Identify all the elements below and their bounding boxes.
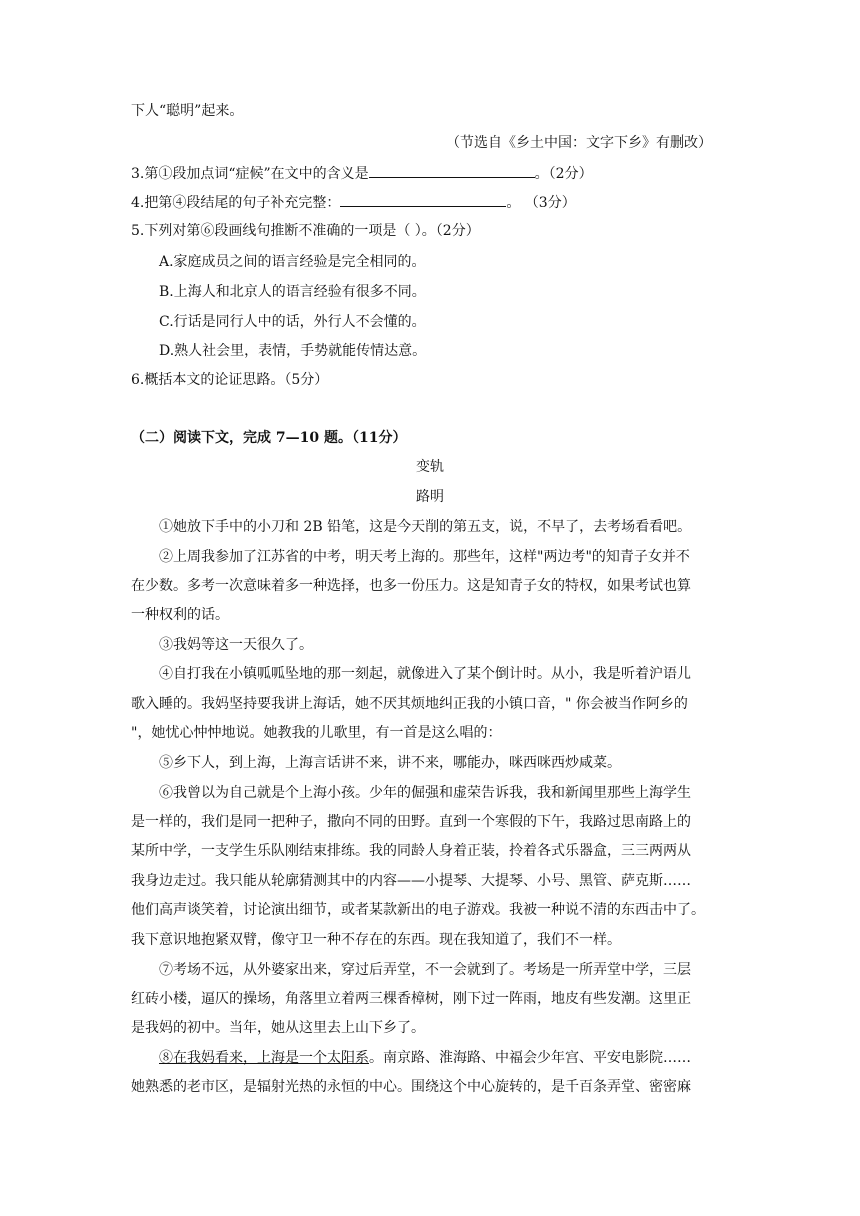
story-line: 在少数。多考一次意味着多一种选择，也多一份压力。这是知青子女的特权，如果考试也算	[131, 578, 691, 594]
option-b: B.上海人和北京人的语言经验有很多不同。	[159, 284, 426, 300]
story-line: 红砖小楼，逼仄的操场，角落里立着两三棵香樟树，刚下过一阵雨，地皮有些发潮。这里正	[131, 991, 691, 1007]
question-4	[131, 192, 576, 213]
story-line: 歌入睡的。我妈坚持要我讲上海话，她不厌其烦地纠正我的小镇口音，" 你会被当作阿乡的	[131, 696, 688, 712]
question-4-score: 。 （3分）	[506, 195, 576, 211]
story-line: 她熟悉的老市区，是辐射光热的永恒的中心。围绕这个中心旋转的，是千百条弄堂、密密麻	[131, 1079, 691, 1095]
section-heading: （二）阅读下文，完成 7—10 题。（11分）	[131, 430, 407, 446]
story-line: ①她放下手中的小刀和 2B 铅笔，这是今天削的第五支，说，不早了，去考场看看吧。	[159, 519, 692, 535]
story-line-para8	[159, 1048, 691, 1068]
source-note: （节选自《乡土中国：文字下乡》有删改）	[446, 135, 712, 151]
story-line: 我下意识地抱紧双臂，像守卫一种不存在的东西。现在我知道了，我们不一样。	[131, 932, 621, 948]
para8-rest: 。南京路、淮海路、中福会少年宫、平安电影院……	[369, 1050, 691, 1066]
story-line: 某所中学，一支学生乐队刚结束排练。我的同龄人身着正装，拎着各式乐器盒，三三两两从	[131, 843, 691, 859]
option-a: A.家庭成员之间的语言经验是完全相同的。	[159, 254, 426, 270]
question-3-score: 。（2分）	[534, 166, 593, 182]
story-line: 是一样的，我们是同一把种子，撒向不同的田野。直到一个寒假的下午，我路过思南路上的	[131, 814, 691, 830]
story-line: 我身边走过。我只能从轮廓猜测其中的内容——小提琴、大提琴、小号、黑管、萨克斯……	[131, 873, 691, 889]
story-line: ⑥我曾以为自己就是个上海小孩。少年的倔强和虚荣告诉我，我和新闻里那些上海学生	[159, 785, 691, 801]
question-3-blank[interactable]	[369, 163, 535, 178]
question-4-blank[interactable]	[340, 192, 506, 207]
story-line: ③我妈等这一天很久了。	[159, 637, 313, 653]
option-d: D.熟人社会里，表情，手势就能传情达意。	[159, 343, 427, 359]
question-3-text: 3.第①段加点词“症候”在文中的含义是	[131, 166, 369, 182]
story-line: 他们高声谈笑着，讨论演出细节，或者某款新出的电子游戏。我被一种说不清的东西击中了。	[131, 902, 705, 918]
story-line: 是我妈的初中。当年，她从这里去上山下乡了。	[131, 1020, 425, 1036]
story-line: "，她忧心忡忡地说。她教我的儿歌里，有一首是这么唱的：	[131, 725, 502, 741]
story-line: ②上周我参加了江苏省的中考，明天考上海的。那些年，这样"两边考"的知青子女并不	[159, 549, 690, 565]
option-c: C.行话是同行人中的话，外行人不会懂的。	[159, 314, 426, 330]
story-line: ④自打我在小镇呱呱坠地的那一刻起，就像进入了某个倒计时。从小，我是听着沪语儿	[159, 666, 691, 682]
story-line: ⑦考场不远，从外婆家出来，穿过后弄堂，不一会就到了。考场是一所弄堂中学，三层	[159, 962, 691, 978]
story-line: 一种权利的话。	[131, 607, 229, 623]
intro-tail: 下人“聪明”起来。	[131, 103, 244, 119]
question-3	[131, 163, 593, 184]
question-4-text: 4.把第④段结尾的句子补充完整：	[131, 195, 341, 211]
story-author: 路明	[416, 489, 444, 505]
story-title: 变轨	[416, 459, 444, 475]
question-5: 5.下列对第⑥段画线句推断不准确的一项是（ ）。（2分）	[131, 223, 480, 239]
underlined-sentence: ⑧在我妈看来，上海是一个太阳系	[159, 1050, 369, 1066]
question-6: 6.概括本文的论证思路。（5分）	[131, 372, 329, 388]
story-line: ⑤乡下人，到上海，上海言话讲不来，讲不来，哪能办，咪西咪西炒咸菜。	[159, 755, 621, 771]
